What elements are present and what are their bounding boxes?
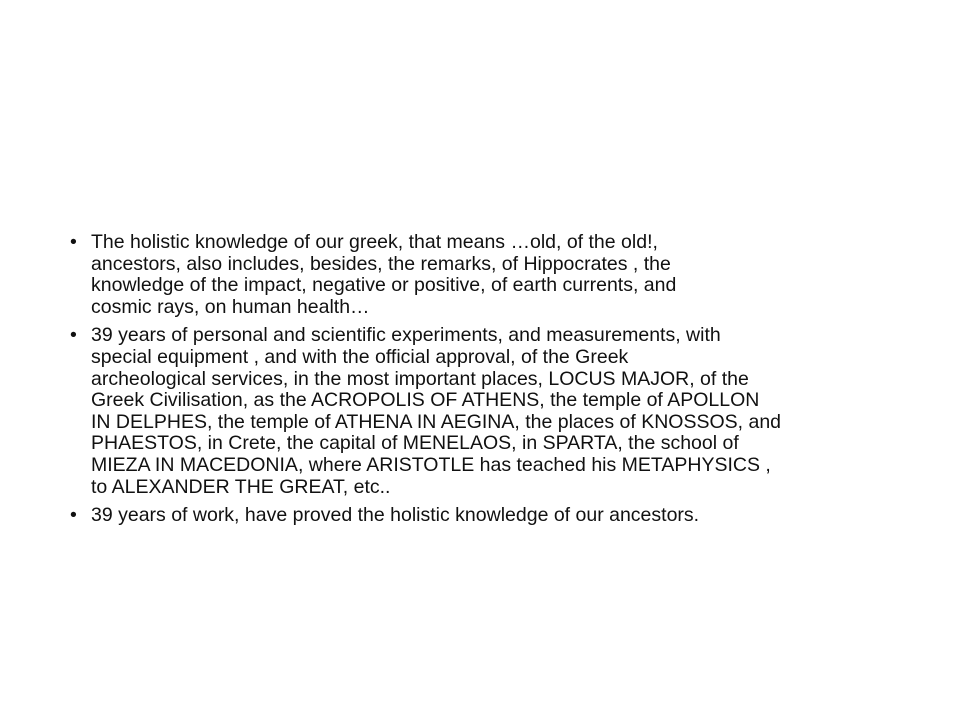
- bullet-dot-icon: •: [70, 231, 77, 253]
- bullet-list: [70, 232, 850, 534]
- bullet-text: The holistic knowledge of our greek, that means …old, of the old!, ancestors, also includes, besides, the remarks, of Hippocrates , the knowledge of the impact, negative or positive, of earth currents, and cosmic rays, on human health…: [91, 231, 677, 318]
- bullet-item-holistic-knowledge: [70, 232, 850, 318]
- bullet-text: 39 years of personal and scientific experiments, and measurements, with special equipment , and with the official approval, of the Greek archeological services, in the most important places, LOCUS MAJOR, of the Greek Civilisation, as the ACROPOLIS OF ATHENS, the temple of APOLLON IN DELPHES, the temple of ATHENA IN AEGINA, the places of KNOSSOS, and PHAESTOS, in Crete, the capital of MENELAOS, in SPARTA, the school of MIEZA IN MACEDONIA, where ARISTOTLE has teached his METAPHYSICS , to ALEXANDER THE GREAT, etc..: [91, 324, 782, 498]
- bullet-text: 39 years of work, have proved the holistic knowledge of our ancestors.: [91, 504, 700, 527]
- bullet-dot-icon: •: [70, 504, 77, 527]
- bullet-item-experiments: [70, 325, 850, 498]
- bullet-item-years-of-work: [70, 505, 850, 527]
- bullet-dot-icon: •: [70, 324, 77, 347]
